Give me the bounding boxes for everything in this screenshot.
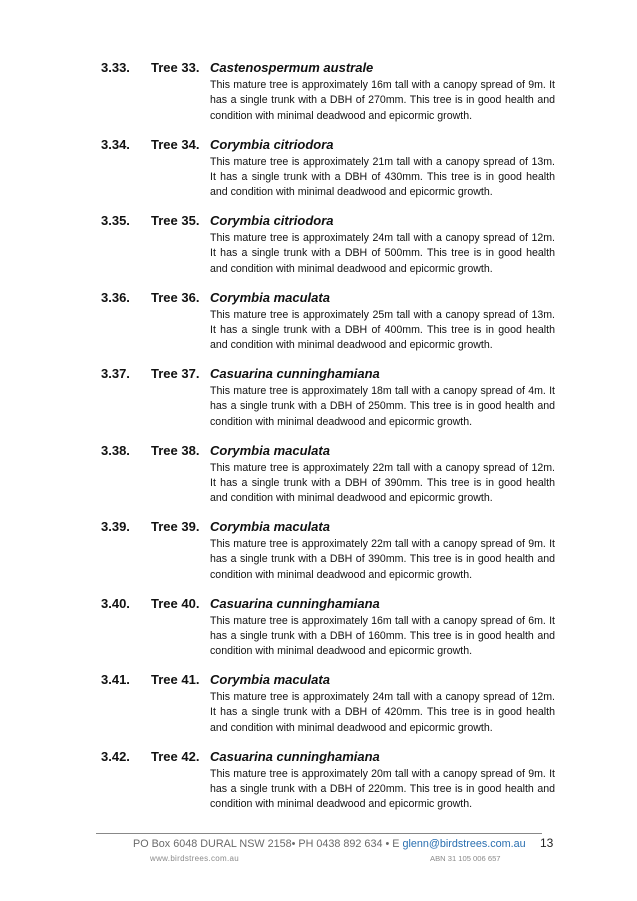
footer-address: PO Box 6048 DURAL NSW 2158• PH 0438 892 634 • E <box>133 838 403 850</box>
tree-description: This mature tree is approximately 20m tall with a canopy spread of 9m. It has a single trunk with a DBH of 220mm. This tree is in good health and condition with minimal deadwood and epicormic growth. <box>210 767 555 811</box>
species-name: Castenospermum australe <box>210 60 374 75</box>
footer-divider <box>96 833 542 834</box>
footer-abn: ABN 31 105 006 657 <box>430 854 501 863</box>
tree-entry <box>0 135 637 212</box>
species-name: Casuarina cunninghamiana <box>210 595 380 611</box>
species-name: Corymbia maculata <box>210 442 330 458</box>
species-name: Corymbia citriodora <box>210 213 334 228</box>
tree-entry <box>0 517 637 594</box>
section-number: 3.35. <box>101 213 130 228</box>
tree-label: Tree 41. <box>151 672 200 687</box>
section-number: 3.37. <box>101 366 130 381</box>
section-number: 3.38. <box>101 442 130 458</box>
tree-entry <box>0 58 637 135</box>
species-name: Corymbia citriodora <box>210 136 334 152</box>
tree-label: Tree 40. <box>151 595 200 611</box>
tree-description: This mature tree is approximately 24m tall with a canopy spread of 12m. It has a single trunk with a DBH of 420mm. This tree is in good health and condition with minimal deadwood and epicormic growth. <box>210 691 555 734</box>
tree-entry <box>0 670 637 747</box>
tree-label: Tree 37. <box>151 366 200 381</box>
tree-description: This mature tree is approximately 22m tall with a canopy spread of 9m. It has a single trunk with a DBH of 390mm. This tree is in good health and condition with minimal deadwood and epicormic growth. <box>210 538 555 581</box>
species-name: Corymbia maculata <box>210 519 330 534</box>
tree-description: This mature tree is approximately 25m tall with a canopy spread of 13m. It has a single trunk with a DBH of 400mm. This tree is in good health and condition with minimal deadwood and epicormic growth. <box>210 308 555 352</box>
section-number: 3.33. <box>101 60 130 75</box>
tree-entries-list <box>0 58 637 823</box>
tree-description: This mature tree is approximately 22m tall with a canopy spread of 12m. It has a single trunk with a DBH of 390mm. This tree is in good health and condition with minimal deadwood and epicormic growth. <box>210 461 555 505</box>
species-name: Corymbia maculata <box>210 672 330 687</box>
tree-description: This mature tree is approximately 18m tall with a canopy spread of 4m. It has a single trunk with a DBH of 250mm. This tree is in good health and condition with minimal deadwood and epicormic growth. <box>210 385 555 428</box>
section-number: 3.34. <box>101 136 130 152</box>
tree-entry <box>0 211 637 288</box>
page-number: 13 <box>540 836 554 850</box>
footer-website-link[interactable]: www.birdstrees.com.au <box>150 854 239 863</box>
tree-description: This mature tree is approximately 24m tall with a canopy spread of 12m. It has a single trunk with a DBH of 500mm. This tree is in good health and condition with minimal deadwood and epicormic growth. <box>210 232 555 275</box>
section-number: 3.39. <box>101 519 130 534</box>
tree-entry <box>0 747 637 824</box>
tree-label: Tree 33. <box>151 60 200 75</box>
section-number: 3.41. <box>101 672 130 687</box>
tree-label: Tree 42. <box>151 748 200 764</box>
footer-contact <box>133 838 526 850</box>
section-number: 3.40. <box>101 595 130 611</box>
section-number: 3.36. <box>101 289 130 305</box>
tree-entry <box>0 288 637 365</box>
tree-description: This mature tree is approximately 21m tall with a canopy spread of 13m. It has a single trunk with a DBH of 430mm. This tree is in good health and condition with minimal deadwood and epicormic growth. <box>210 155 555 199</box>
species-name: Corymbia maculata <box>210 289 330 305</box>
tree-entry <box>0 364 637 441</box>
tree-entry <box>0 441 637 518</box>
section-number: 3.42. <box>101 748 130 764</box>
tree-description: This mature tree is approximately 16m tall with a canopy spread of 9m. It has a single trunk with a DBH of 270mm. This tree is in good health and condition with minimal deadwood and epicormic growth. <box>210 79 555 122</box>
species-name: Casuarina cunninghamiana <box>210 366 380 381</box>
tree-description: This mature tree is approximately 16m tall with a canopy spread of 6m. It has a single trunk with a DBH of 160mm. This tree is in good health and condition with minimal deadwood and epicormic growth. <box>210 614 555 658</box>
tree-label: Tree 35. <box>151 213 200 228</box>
footer-email-link[interactable]: glenn@birdstrees.com.au <box>402 838 526 850</box>
tree-label: Tree 38. <box>151 442 200 458</box>
tree-label: Tree 39. <box>151 519 200 534</box>
tree-entry <box>0 594 637 671</box>
tree-label: Tree 36. <box>151 289 200 305</box>
species-name: Casuarina cunninghamiana <box>210 748 380 764</box>
tree-label: Tree 34. <box>151 136 200 152</box>
